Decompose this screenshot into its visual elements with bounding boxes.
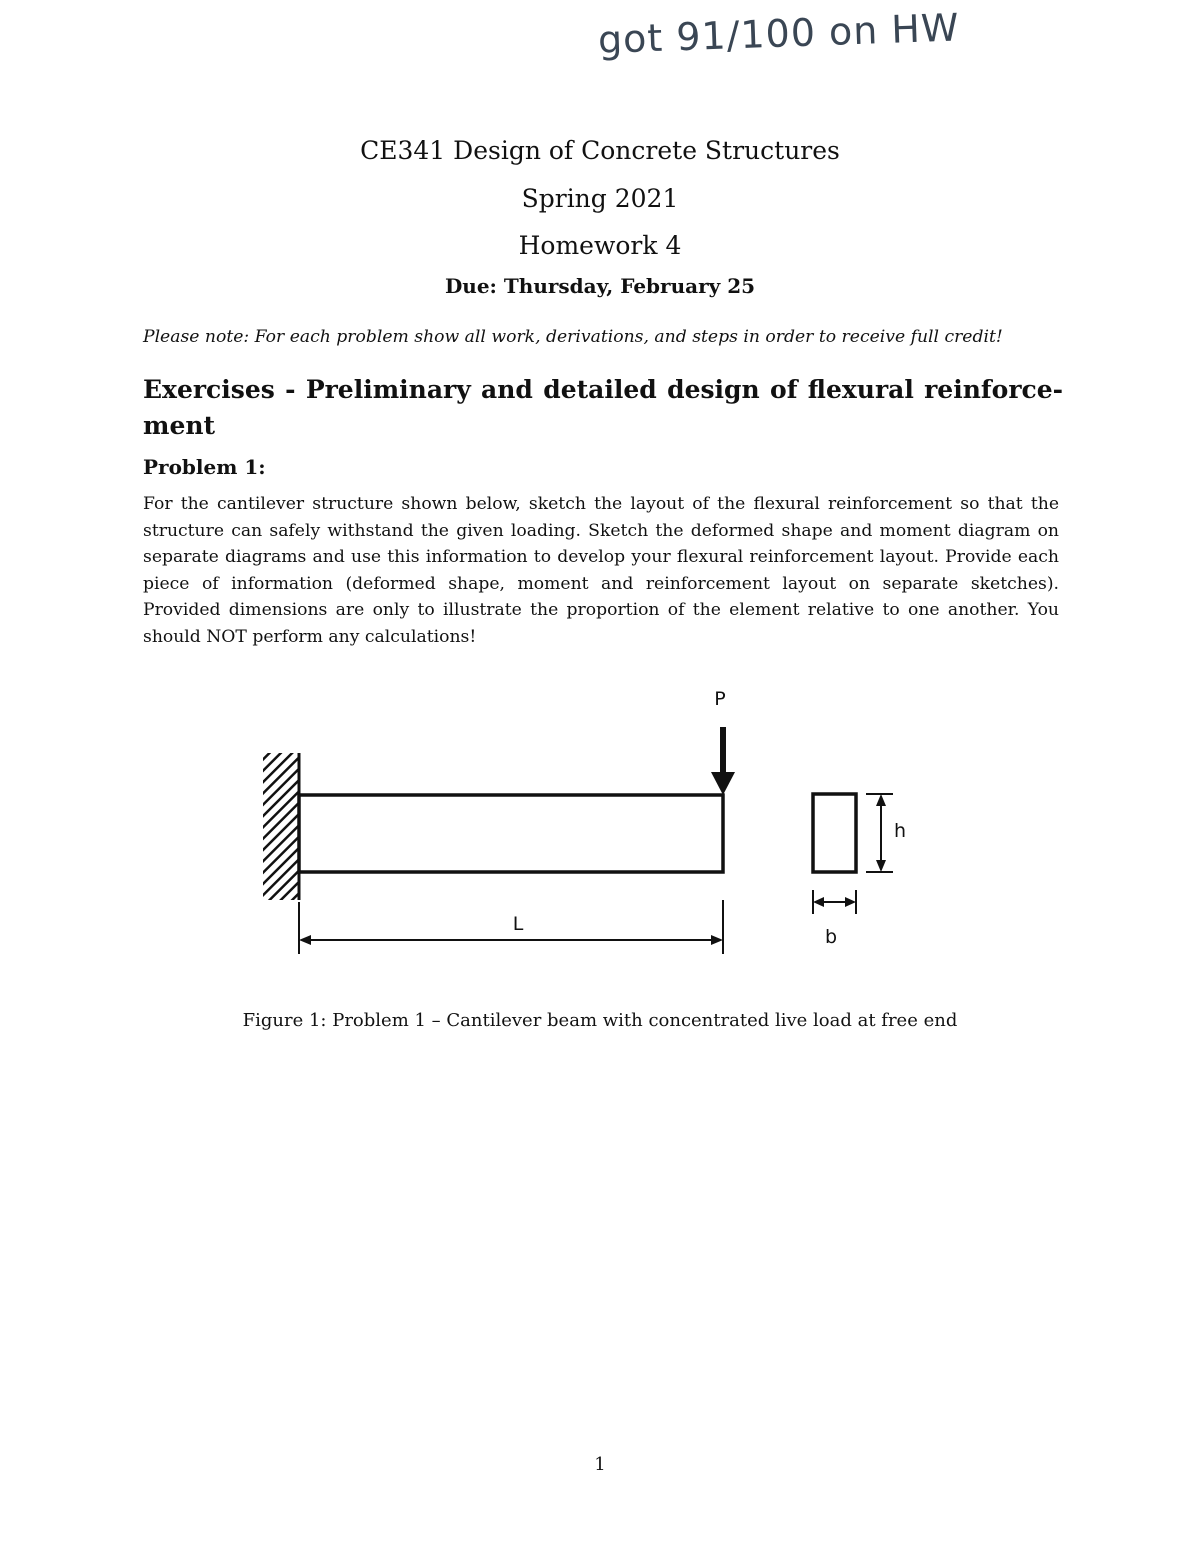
due-date: Due: Thursday, February 25	[444, 274, 756, 298]
beam	[299, 795, 723, 872]
term: Spring 2021	[521, 184, 679, 213]
section-heading: Exercises - Preliminary and detailed design of flexural reinforce-ment	[143, 375, 1063, 440]
height-arrowhead-bottom	[876, 860, 886, 872]
figure-caption: Figure 1: Problem 1 – Cantilever beam with concentrated live load at free end	[242, 1010, 958, 1031]
problem-heading: Problem 1:	[143, 455, 266, 479]
cantilever-diagram	[0, 670, 1200, 970]
width-arrowhead-right	[845, 897, 856, 907]
handwritten-grade-note: got 91/100 on HW	[597, 5, 961, 62]
width-arrowhead-left	[813, 897, 824, 907]
instruction-note: Please note: For each problem show all work, derivations, and steps in order to receive full credit!	[143, 327, 1003, 347]
homework-title: Homework 4	[518, 231, 682, 260]
fixed-support	[263, 753, 299, 900]
height-label: h	[893, 820, 907, 842]
length-arrowhead-right	[711, 935, 723, 945]
load-arrow-head	[711, 772, 735, 795]
course-title: CE341 Design of Concrete Structures	[360, 136, 840, 165]
cross-section	[813, 794, 856, 872]
cantilever-figure	[0, 670, 1200, 970]
problem-text: For the cantilever structure shown below, sketch the layout of the flexural reinforcement so that the structure can safely withstand the given loading. Sketch the deformed shape and moment diagram on separate diagrams and use this information to develop your flexural reinforcement layout. Provide each piece of information (deformed shape, moment and reinforcement layout on separate sketches). Provided dimensions are only to illustrate the proportion of the element relative to one another. You should NOT perform any calculations!	[143, 494, 1059, 647]
load-label: P	[714, 688, 726, 710]
width-label: b	[824, 926, 838, 948]
height-arrowhead-top	[876, 794, 886, 806]
page-number: 1	[594, 1454, 606, 1475]
length-arrowhead-left	[299, 935, 311, 945]
length-label: L	[512, 913, 524, 935]
